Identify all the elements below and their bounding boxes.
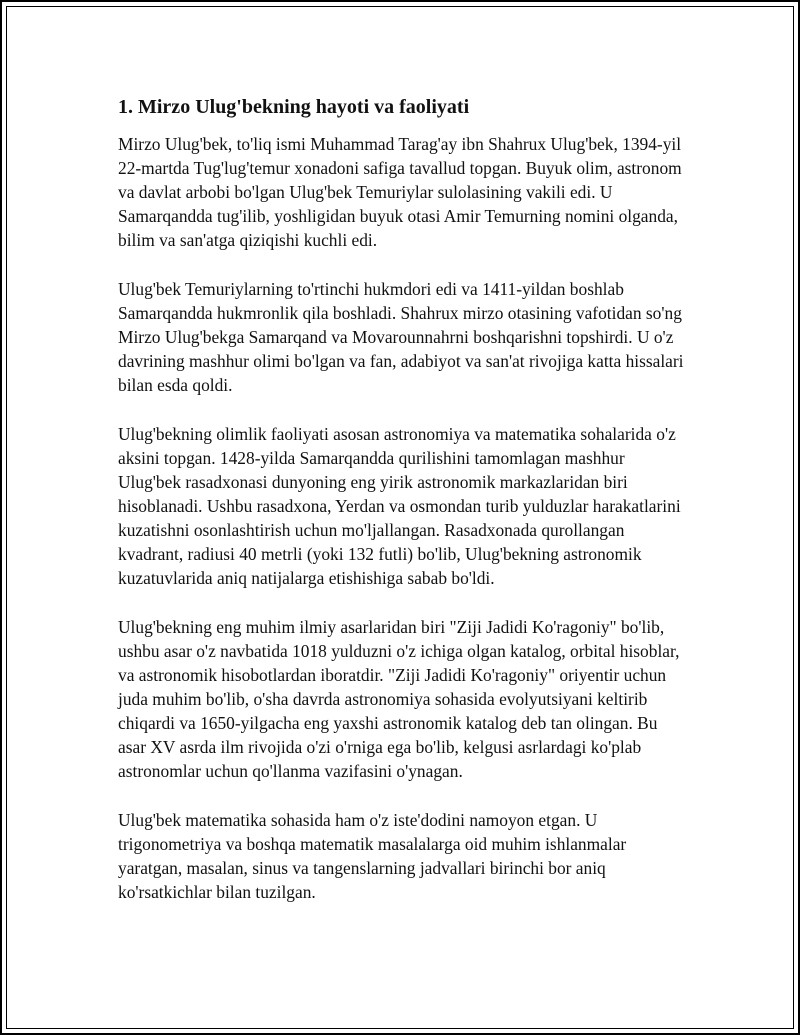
paragraph-observatory: Ulug'bekning olimlik faoliyati asosan astronomiya va matematika sohalarida o'z aksini topgan. 1428-yilda Samarqandda qurilishini tamomlagan mashhur Ulug'bek rasadxonasi dunyoning eng yirik astronomik markazlaridan biri hisoblanadi. Ushbu rasadxona, Yerdan va osmondan turib yulduzlar harakatlarini kuzatishni osonlashtirish uchun mo'ljallangan. Rasadxonada qurollangan kvadrant, radiusi 40 metrli (yoki 132 futli) bo'lib, Ulug'bekning astronomik kuzatuvlarida aniq natijalarga etishishiga sabab bo'ldi. xyxy=(118,424,681,588)
paragraph-reign: Ulug'bek Temuriylarning to'rtinchi hukmdori edi va 1411-yildan boshlab Samarqandda hukmronlik qila boshladi. Shahrux mirzo otasining vafotidan so'ng Mirzo Ulug'bekga Samarqand va Movarounnahrni boshqarishni topshirdi. U o'z davrining mashhur olimi bo'lgan va fan, adabiyot va san'at rivojiga katta hissalari bilan esda qoldi. xyxy=(118,279,684,395)
paragraph-birth: Mirzo Ulug'bek, to'liq ismi Muhammad Tarag'ay ibn Shahrux Ulug'bek, 1394-yil 22-martda Tug'lug'temur xonadoni safiga tavallud topgan. Buyuk olim, astronom va davlat arbobi bo'lgan Ulug'bek Temuriylar sulolasining vakili edi. U Samarqandda tug'ilib, yoshligidan buyuk otasi Amir Temurning nomini olganda, bilim va san'atga qiziqishi kuchli edi. xyxy=(118,134,682,250)
section-heading: 1. Mirzo Ulug'bekning hayoti va faoliyati xyxy=(118,96,470,118)
paragraph-zij: Ulug'bekning eng muhim ilmiy asarlaridan biri "Ziji Jadidi Ko'ragoniy" bo'lib, ushbu asar o'z navbatida 1018 yulduzni o'z ichiga olgan katalog, orbital hisoblar, va astronomik hisobotlardan iboratdir. "Ziji Jadidi Ko'ragoniy" oriyentir uchun juda muhim bo'lib, o'sha davrda astronomiya sohasida evolyutsiyani keltirib chiqardi va 1650-yilgacha eng yaxshi astronomik katalog deb tan olingan. Bu asar XV asrda ilm rivojida o'zi o'rniga ega bo'lib, kelgusi asrlardagi ko'plab astronomlar uchun qo'llanma vazifasini o'ynagan. xyxy=(118,617,680,781)
document-body xyxy=(118,94,688,929)
paragraph-mathematics: Ulug'bek matematika sohasida ham o'z iste'dodini namoyon etgan. U trigonometriya va boshqa matematik masalalarga oid muhim ishlanmalar yaratgan, masalan, sinus va tangenslarning jadvallari birinchi bor aniq ko'rsatkichlar bilan tuzilgan. xyxy=(118,810,627,902)
